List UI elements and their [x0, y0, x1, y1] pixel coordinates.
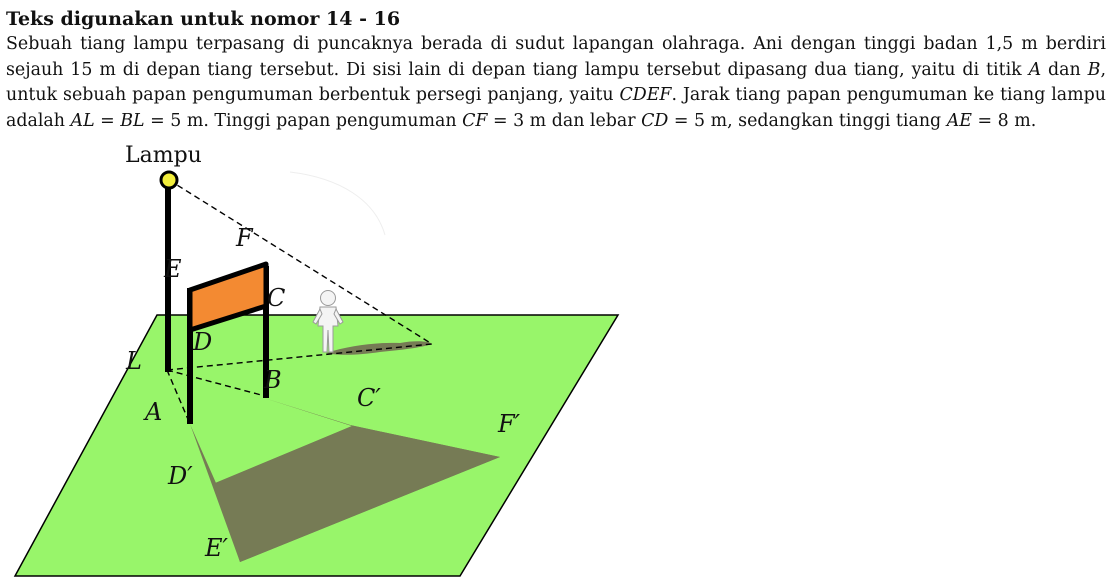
label-E-prime: E′ — [205, 534, 228, 562]
variable: A — [1028, 59, 1042, 80]
variable: CDEF — [619, 85, 672, 105]
text-run: , untuk sebuah papan pengumuman berbentuk persegi panjang, yaitu — [6, 59, 1106, 105]
label-C-prime: C′ — [357, 384, 381, 412]
variable: AE — [946, 110, 972, 131]
variable: CF — [462, 110, 488, 131]
text-run: = 3 m dan lebar — [487, 110, 642, 131]
text-run: = — [94, 110, 121, 131]
text-run: dan — [1041, 59, 1088, 80]
label-C: C — [267, 284, 286, 312]
label-L: L — [126, 347, 142, 375]
guide-arc — [290, 172, 385, 235]
label-F: F — [236, 224, 253, 252]
text-run: = 5 m. Tinggi papan pengumuman — [144, 110, 463, 131]
variable: B — [1087, 59, 1101, 80]
variable: BL — [120, 110, 145, 131]
variable: CD — [641, 110, 669, 131]
heading: Teks digunakan untuk nomor 14 - 16 — [6, 8, 401, 30]
label-D: D — [193, 328, 213, 356]
label-E: E — [164, 255, 182, 283]
label-D-prime: D′ — [168, 462, 193, 490]
text-run: Sebuah tiang lampu terpasang di puncaknya berada di sudut lapangan olahraga. Ani dengan tinggi badan 1,5 m berdiri sejauh 15 m di depan tiang tersebut. Di sisi lain di depan tiang lampu tersebut dipasang dua tiang, yaitu di titik — [6, 34, 1106, 80]
label-A: A — [145, 398, 163, 426]
text-run: = 8 m. — [971, 110, 1037, 131]
text-run: . Jarak tiang papan pengumuman ke tiang lampu adalah — [6, 85, 1106, 131]
label-B: B — [264, 366, 282, 394]
lamp-bulb — [161, 172, 177, 188]
variable: AL — [70, 110, 95, 131]
label-F-prime: F′ — [498, 410, 521, 438]
label-lampu: Lampu — [125, 143, 202, 168]
text-run: = 5 m, sedangkan tinggi tiang — [668, 110, 947, 131]
